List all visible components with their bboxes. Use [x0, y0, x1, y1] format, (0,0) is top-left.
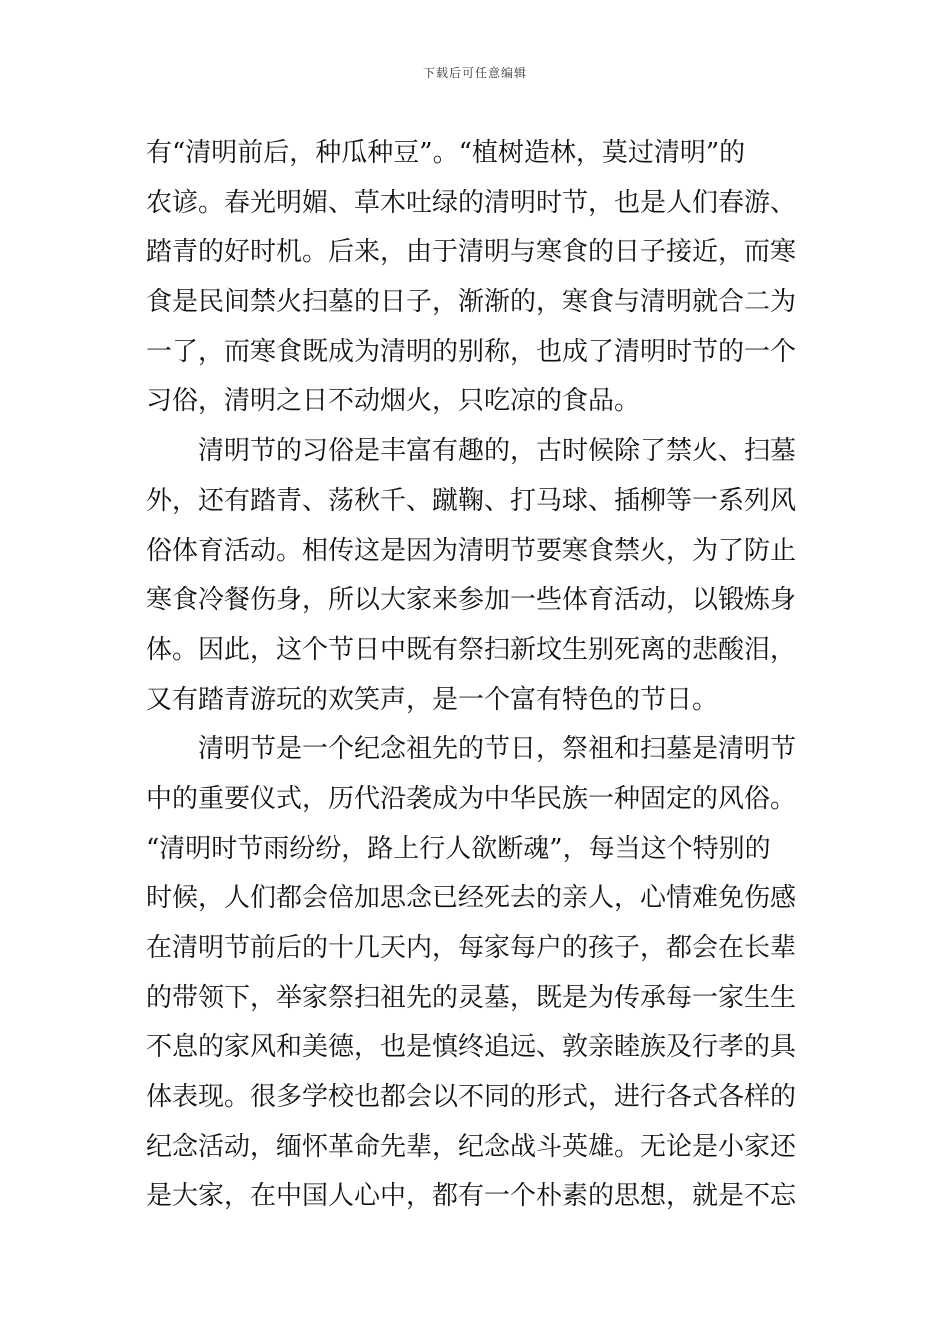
text-line: 的带领下，举家祭扫祖先的灵墓，既是为传承每一家生生: [146, 982, 797, 1013]
text-line: 在清明节前后的十几天内，每家每户的孩子，都会在长辈: [146, 933, 797, 963]
text-line: 纪念活动，缅怀革命先辈，纪念战斗英雄。无论是小家还: [146, 1131, 797, 1162]
text-line: 体表现。很多学校也都会以不同的形式，进行各式各样的: [146, 1082, 797, 1113]
text-line: 清明节是一个纪念祖先的节日，祭祖和扫墓是清明节: [146, 734, 797, 765]
text-line: 体。因此，这个节日中既有祭扫新坟生别死离的悲酸泪，: [146, 634, 797, 665]
text-line: 寒食冷餐伤身，所以大家来参加一些体育活动，以锻炼身: [146, 585, 797, 616]
body-text: [146, 129, 806, 1222]
text-line: 清明节的习俗是丰富有趣的，古时候除了禁火、扫墓: [146, 436, 797, 467]
text-line: 又有踏青游玩的欢笑声，是一个富有特色的节日。: [146, 684, 719, 715]
text-line: 中的重要仪式，历代沿袭成为中华民族一种固定的风俗。: [146, 783, 797, 814]
header-note: 下载后可任意编辑: [422, 66, 527, 80]
text-line: 是大家，在中国人心中，都有一个朴素的思想，就是不忘: [146, 1181, 797, 1212]
text-line: 踏青的好时机。后来，由于清明与寒食的日子接近，而寒: [146, 237, 797, 268]
text-line: 有“清明前后，种瓜种豆”。“植树造林，莫过清明”的: [146, 138, 746, 168]
text-line: 习俗，清明之日不动烟火，只吃凉的食品。: [146, 386, 641, 417]
text-line: “清明时节雨纷纷，路上行人欲断魂”，每当这个特别的: [146, 833, 771, 864]
text-line: 食是民间禁火扫墓的日子，渐渐的，寒食与清明就合二为: [146, 287, 797, 318]
text-line: 俗体育活动。相传这是因为清明节要寒食禁火，为了防止: [146, 535, 797, 566]
text-line: 一了，而寒食既成为清明的别称，也成了清明时节的一个: [146, 336, 797, 367]
text-line: 时候，人们都会倍加思念已经死去的亲人，心情难免伤感: [146, 883, 797, 914]
text-line: 外，还有踏青、荡秋千、蹴鞠、打马球、插柳等一系列风: [146, 485, 797, 516]
text-line: 不息的家风和美德，也是慎终追远、敦亲睦族及行孝的具: [146, 1032, 797, 1063]
text-line: 农谚。春光明媚、草木吐绿的清明时节，也是人们春游、: [146, 187, 797, 218]
